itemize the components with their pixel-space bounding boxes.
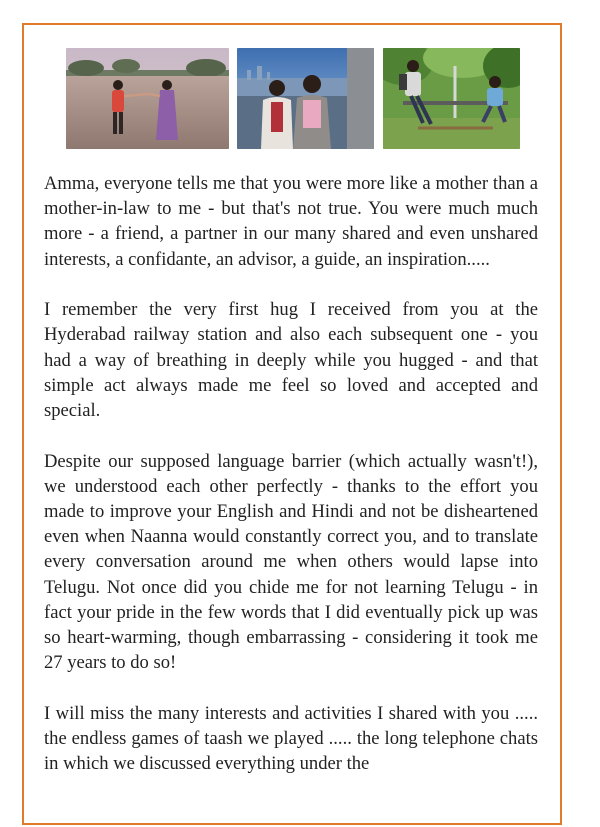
paragraph-2: I remember the very first hug I received from you at the Hyderabad railway station and also each subsequent one - you had a way of breathing in deeply while you hugged - and that simple act always made me feel so loved and accepted and special.	[44, 299, 538, 422]
letter-body	[44, 171, 538, 802]
paragraph-4: I will miss the many interests and activities I shared with you ..... the endless games of taash we played ..... the long telephone chats in which we discussed everything under the	[44, 702, 538, 775]
beach-photo	[66, 48, 229, 149]
paragraph-3: Despite our supposed language barrier (which actually wasn't!), we understood each other perfectly - thanks to the effort you made to improve your English and Hindi and not be disheartened even when Naanna would constantly correct you, and to translate every conversation around me when others would lapse into Telugu. Not once did you chide me for not learning Telugu - in fact your pride in the few words that I did eventually pick up was so heart-warming, though embarrassing - considering it took me 27 years to do so!	[44, 450, 538, 674]
paragraph-1: Amma, everyone tells me that you were more like a mother than a mother-in-law to me - but that's not true. You were much much more - a friend, a partner in our many shared and even unshared interests, a confidante, an advisor, a guide, an inspiration.....	[44, 173, 538, 270]
harbor-photo	[237, 48, 374, 149]
page-frame	[22, 23, 562, 825]
park-photo	[383, 48, 520, 149]
